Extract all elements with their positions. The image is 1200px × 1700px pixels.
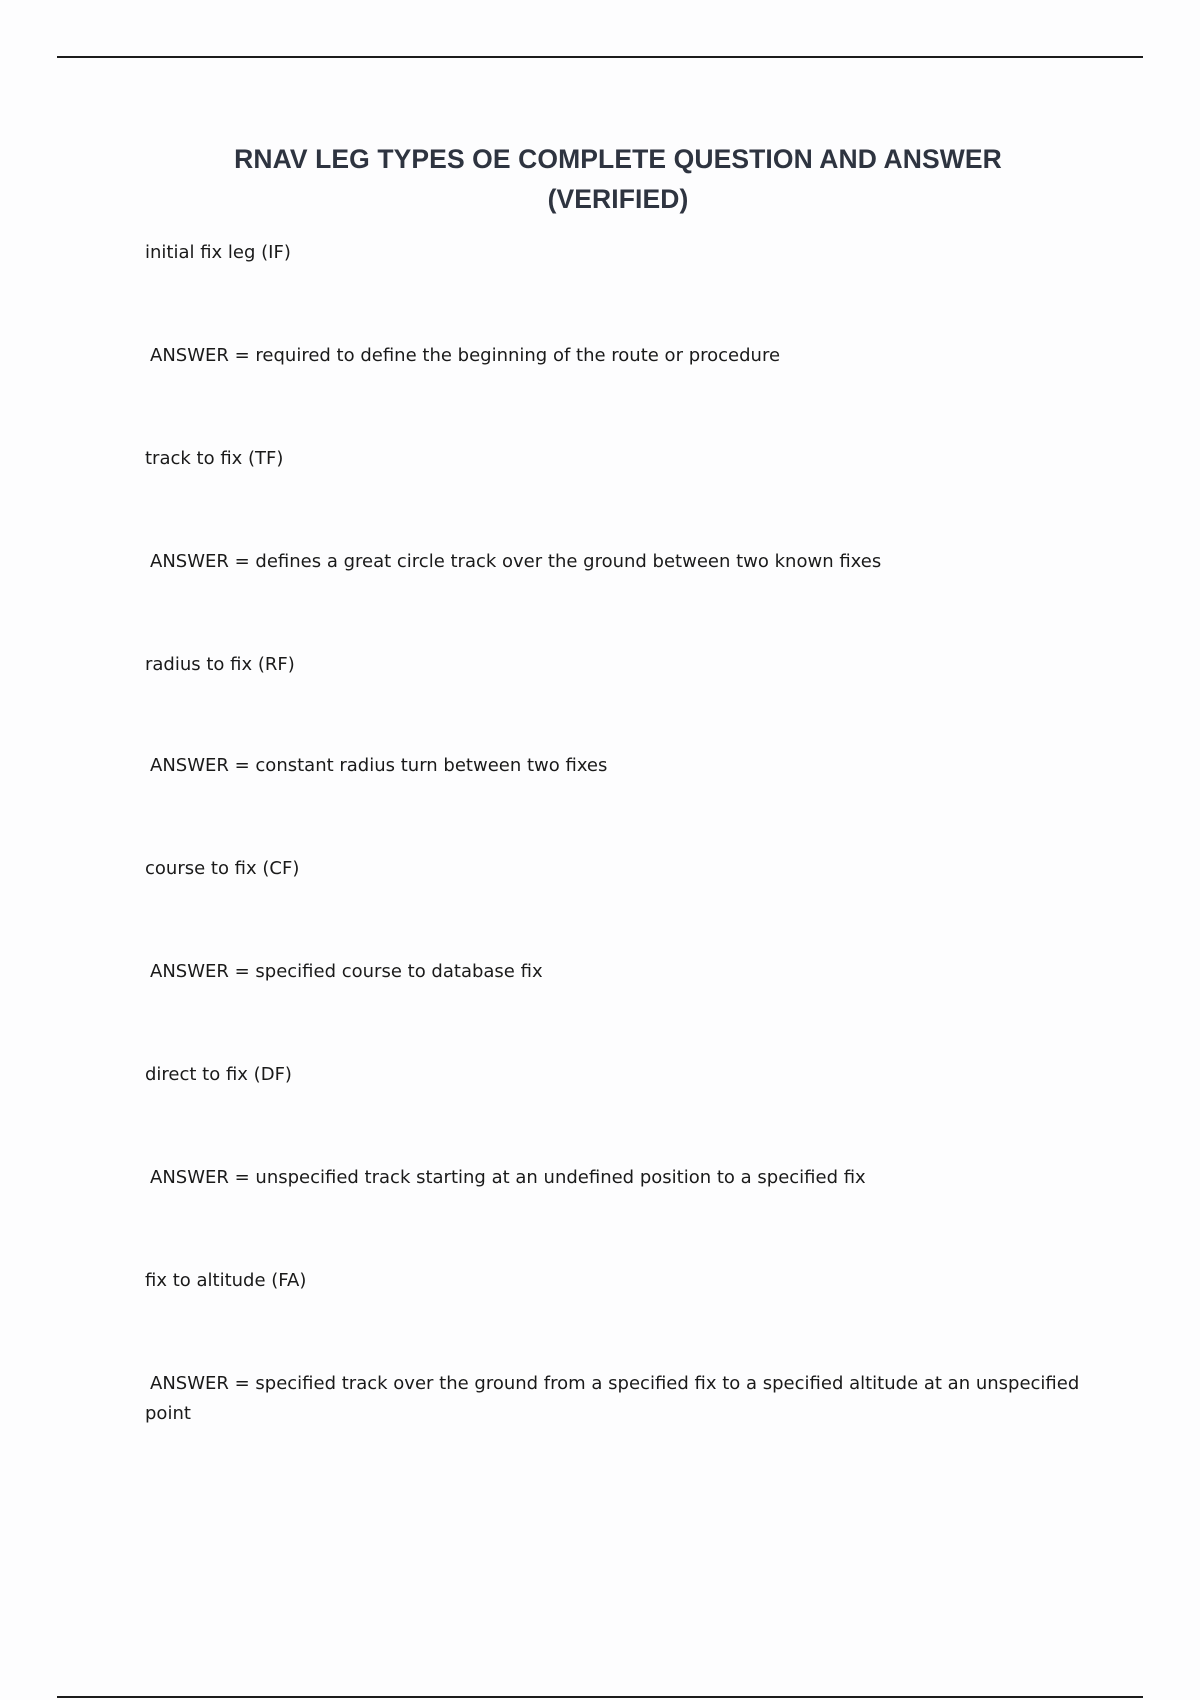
question-1: initial fix leg (IF) — [145, 242, 291, 263]
answer-4: ANSWER = specified course to database fix — [150, 961, 543, 982]
question-3: radius to fix (RF) — [145, 654, 295, 675]
answer-6 — [145, 1369, 1110, 1429]
answer-2: ANSWER = defines a great circle track over the ground between two known fixes — [150, 551, 882, 572]
bottom-rule — [57, 1696, 1143, 1698]
title-line-2: (VERIFIED) — [547, 184, 689, 214]
answer-6-line-2: point — [145, 1403, 191, 1424]
top-rule — [57, 56, 1143, 58]
question-6: fix to altitude (FA) — [145, 1270, 307, 1291]
title-line-1: RNAV LEG TYPES OE COMPLETE QUESTION AND ANSWER — [234, 144, 1002, 174]
answer-3: ANSWER = constant radius turn between two fixes — [150, 755, 608, 776]
question-5: direct to fix (DF) — [145, 1064, 292, 1085]
document-title — [150, 139, 1086, 219]
answer-1: ANSWER = required to define the beginning of the route or procedure — [150, 345, 781, 366]
question-4: course to fix (CF) — [145, 858, 300, 879]
question-2: track to fix (TF) — [145, 448, 284, 469]
answer-6-line-1: ANSWER = specified track over the ground from a specified fix to a specified altitude at an unspecified — [150, 1373, 1080, 1394]
answer-5: ANSWER = unspecified track starting at an undefined position to a specified fix — [150, 1167, 866, 1188]
